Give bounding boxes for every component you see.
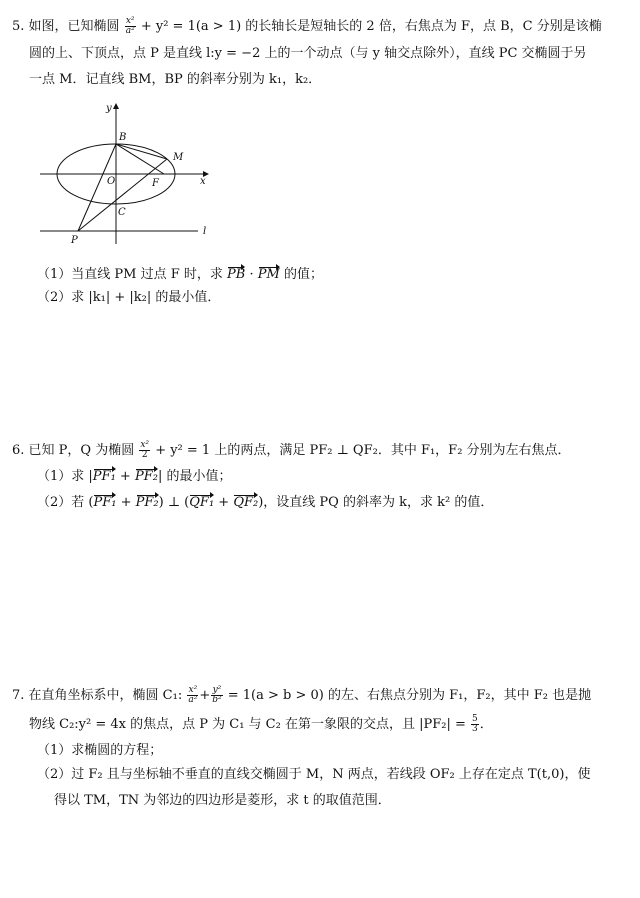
problem7-frac1-num: x² (188, 685, 198, 695)
segment-PM (78, 159, 167, 231)
problem6-part2-prefix: （2）若 ( (37, 495, 94, 510)
vector-PF1-b: PF₁ (93, 495, 117, 510)
problem7-line2 (29, 715, 493, 734)
problem5-frac-den: a² (125, 26, 135, 36)
segment-BM (116, 144, 167, 159)
problem5-line3: 一点 M．记直线 BM，BP 的斜率分别为 k₁，k₂． (29, 72, 322, 87)
label-B: B (119, 132, 127, 143)
problem5-line1 (12, 17, 602, 36)
problem5-eq-tail: + y² = 1(a > 1) 的长轴长是短轴长的 2 倍，右焦点为 F，点 B，C 分别是该椭 (140, 19, 602, 34)
problem6-part1-prefix: （1）求 | (37, 469, 93, 484)
problem5-line2: 圆的上、下顶点，点 P 是直线 l:y = −2 上的一个动点（与 y 轴交点除外），直线 PC 交椭圆于另 (29, 46, 587, 61)
problem6-part2 (37, 494, 493, 512)
dot-operator: · (245, 267, 258, 282)
problem7-suffix: = 1(a > b > 0) 的左、右焦点分别为 F₁，F₂，其中 F₂ 也是抛 (227, 688, 592, 703)
problem6-frac-den: 2 (141, 450, 148, 460)
plus-operator-1: + (116, 495, 136, 510)
problem5-part1-prefix: （1）当直线 PM 过点 F 时，求 (37, 267, 223, 282)
problem7-part2-line1: （2）过 F₂ 且与坐标轴不垂直的直线交椭圆于 M，N 两点，若线段 OF₂ 上存在定点 T(t,0)，使 (37, 767, 591, 782)
problem6-line1 (12, 441, 571, 460)
problem7-fraction-3 (471, 715, 479, 734)
problem7-frac3-num: 5 (472, 714, 478, 724)
problem5-number: 5. (12, 19, 25, 34)
plus-operator: + (115, 469, 135, 484)
ellipse-diagram (36, 98, 226, 248)
problem5-part1 (37, 266, 323, 284)
label-C: C (118, 207, 126, 218)
problem7-line2-suffix: ． (479, 717, 493, 732)
plus-operator-2: + (214, 495, 234, 510)
segment-BP (78, 144, 116, 231)
problem7-frac2-den: b² (212, 695, 222, 705)
problem6-part1-suffix: | 的最小值； (157, 469, 232, 484)
vector-PB: PB (227, 267, 246, 282)
label-l: l (203, 226, 207, 237)
problem7-prefix: 7. 在直角坐标系中，椭圆 C₁: (12, 688, 183, 703)
vector-PF1: PF₁ (92, 469, 116, 484)
vector-QF2: QF₂ (233, 495, 259, 510)
perp-operator: ) ⊥ ( (158, 495, 190, 510)
problem7-frac2-num: y² (212, 685, 222, 695)
problem7-fraction-1 (187, 686, 198, 705)
label-x: x (200, 176, 206, 187)
problem5-part1-suffix: 的值； (279, 267, 323, 282)
problem6-fraction (139, 441, 150, 460)
problem6-part2-suffix: )，设直线 PQ 的斜率为 k，求 k² 的值． (258, 495, 494, 510)
problem7-line2-prefix: 物线 C₂:y² = 4x 的焦点，点 P 为 C₁ 与 C₂ 在第一象限的交点，且 |PF₂| = (29, 717, 466, 732)
vector-QF1: QF₁ (189, 495, 215, 510)
problem7-line1 (12, 686, 591, 705)
problem5-part2: （2）求 |k₁| + |k₂| 的最小值． (37, 290, 221, 305)
problem6-prefix: 6. 已知 P，Q 为椭圆 (12, 443, 135, 458)
problem5-frac-num: x² (125, 16, 135, 26)
problem6-frac-num: x² (140, 440, 150, 450)
vector-PM: PM (257, 267, 280, 282)
vector-PF2: PF₂ (134, 469, 158, 484)
problem6-suffix: + y² = 1 上的两点，满足 PF₂ ⊥ QF₂．其中 F₁，F₂ 分别为左右焦点． (155, 443, 571, 458)
problem7-frac3-den: 3 (472, 724, 478, 734)
problem7-part1: （1）求椭圆的方程； (37, 743, 163, 758)
problem7-frac1-den: a² (188, 695, 198, 705)
label-P: P (71, 235, 78, 246)
problem7-part2-line2: 得以 TM，TN 为邻边的四边形是菱形，求 t 的取值范围． (54, 793, 391, 808)
label-O: O (107, 176, 116, 187)
label-M: M (173, 152, 184, 163)
problem5-fraction (125, 17, 136, 36)
label-y: y (106, 103, 112, 114)
problem7-plus: + (199, 688, 211, 703)
problem6-part1 (37, 468, 231, 486)
problem7-fraction-2 (211, 686, 222, 705)
problem5-intro: 如图，已知椭圆 (28, 19, 120, 34)
segment-BF (116, 144, 164, 174)
vector-PF2-b: PF₂ (135, 495, 159, 510)
label-F: F (152, 178, 159, 189)
